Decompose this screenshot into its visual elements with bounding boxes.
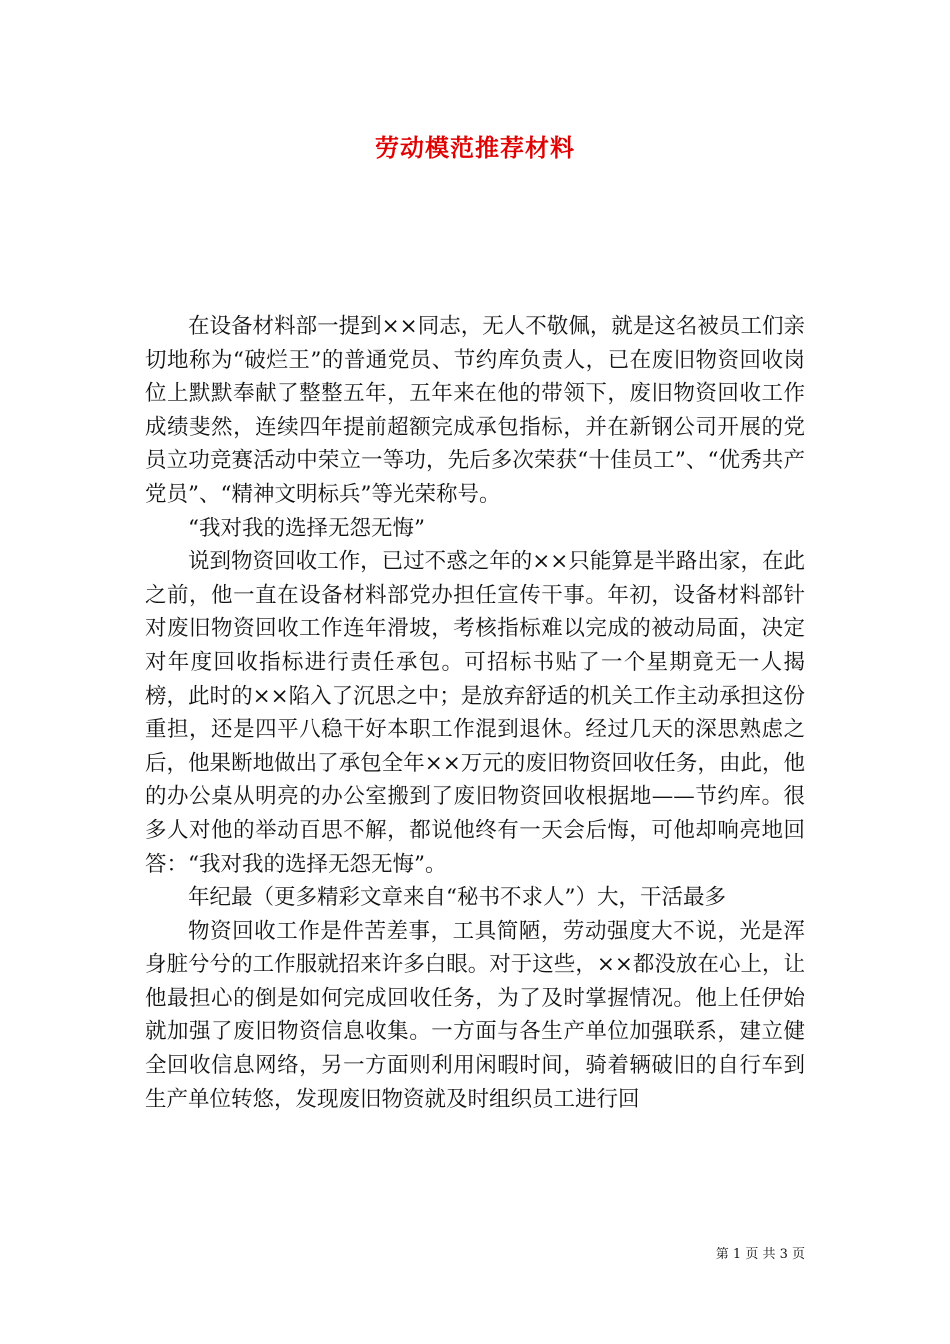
paragraph: 在设备材料部一提到××同志，无人不敬佩，就是这名被员工们亲切地称为“破烂王”的普通党员、节约库负责人，已在废旧物资回收岗位上默默奉献了整整五年，五年来在他的带领下，废旧物资回收工作成绩斐然，连续四年提前超额完成承包指标，并在新钢公司开展的党员立功竞赛活动中荣立一等功，先后多次荣获“十佳员工”、“优秀共产党员”、“精神文明标兵”等光荣称号。: [145, 314, 805, 507]
page-number: 第 1 页 共 3 页: [715, 1247, 805, 1262]
section-heading: 年纪最（更多精彩文章来自“秘书不求人”）大，干活最多: [188, 885, 726, 911]
paragraph: 说到物资回收工作，已过不惑之年的××只能算是半路出家，在此之前，他一直在设备材料部党办担任宣传干事。年初，设备材料部针对废旧物资回收工作连年滑坡，考核指标难以完成的被动局面，决定对年度回收指标进行责任承包。可招标书贴了一个星期竟无一人揭榜，此时的××陷入了沉思之中；是放弃舒适的机关工作主动承担这份重担，还是四平八稳干好本职工作混到退休。经过几天的深思熟虑之后，他果断地做出了承包全年××万元的废旧物资回收任务，由此，他的办公桌从明亮的办公室搬到了废旧物资回收根据地——节约库。很多人对他的举动百思不解，都说他终有一天会后悔，可他却响亮地回答：“我对我的选择无怨无悔”。: [145, 549, 805, 877]
paragraph: 物资回收工作是件苦差事，工具简陋，劳动强度大不说，光是浑身脏兮兮的工作服就招来许多白眼。对于这些，××都没放在心上，让他最担心的倒是如何完成回收任务，为了及时掌握情况。他上任伊始就加强了废旧物资信息收集。一方面与各生产单位加强联系，建立健全回收信息网络，另一方面则利用闲暇时间，骑着辆破旧的自行车到生产单位转悠，发现废旧物资就及时组织员工进行回: [145, 918, 805, 1112]
section-heading: “我对我的选择无怨无悔”: [188, 515, 425, 541]
document-title: 劳动模范推荐材料: [375, 133, 575, 162]
document-body: [145, 310, 805, 1116]
